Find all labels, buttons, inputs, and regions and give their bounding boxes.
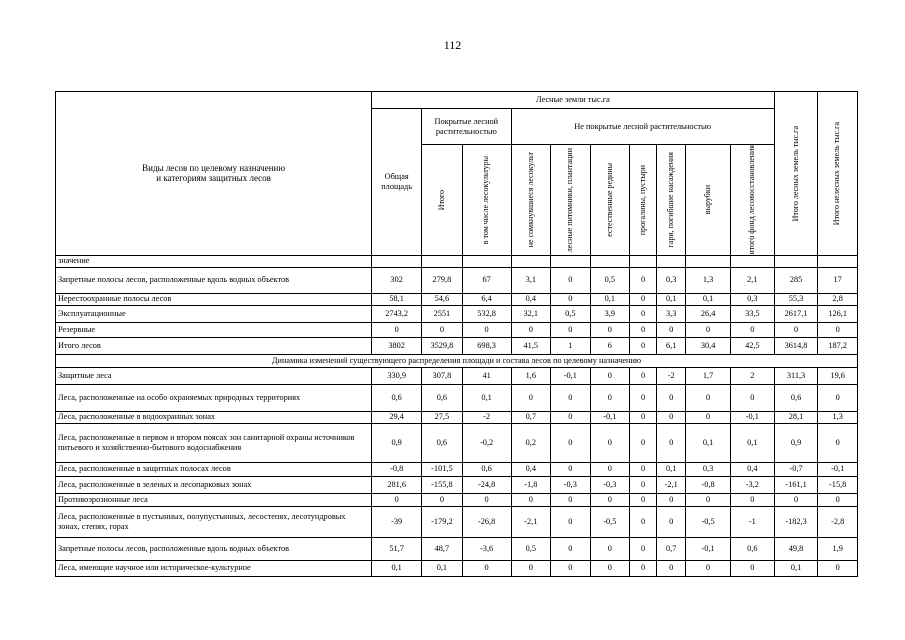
table-cell: 0	[657, 423, 686, 462]
table-cell: 0	[462, 560, 511, 576]
table-cell: 698,3	[462, 337, 511, 354]
not-covered-subheader	[630, 145, 657, 256]
table-cell: 42,5	[730, 337, 774, 354]
row-label: Резервные	[56, 322, 372, 337]
table-cell: 41	[462, 367, 511, 384]
table-row	[56, 493, 858, 506]
section-title: Динамика изменений существующего распределения площади и состава лесов по целевому назначению	[56, 354, 858, 367]
row-label: Леса, имеющие научное или историческое-культурное	[56, 560, 372, 576]
table-cell: 0,7	[657, 537, 686, 560]
table-cell	[686, 255, 731, 267]
table-cell	[372, 255, 422, 267]
table-cell	[422, 255, 463, 267]
table-cell: 0,2	[511, 423, 551, 462]
table-cell: 0,4	[511, 293, 551, 305]
table-cell: -0,5	[686, 506, 731, 537]
not-covered-subheader	[686, 145, 731, 256]
table-cell: 0,4	[730, 462, 774, 476]
table-cell: 0	[730, 560, 774, 576]
table-cell: 0	[657, 493, 686, 506]
table-cell: 0,5	[551, 305, 591, 322]
table-cell: 0,6	[422, 384, 463, 411]
covered-subheader	[462, 145, 511, 256]
table-cell: 0	[590, 537, 630, 560]
table-cell: 0	[630, 322, 657, 337]
table-cell: 0	[686, 322, 731, 337]
table-cell: 0,1	[657, 462, 686, 476]
table-cell: 0	[657, 384, 686, 411]
not-covered-subheader	[730, 145, 774, 256]
table-cell	[551, 255, 591, 267]
table-cell: -39	[372, 506, 422, 537]
table-cell: -0,7	[774, 462, 818, 476]
table-cell: 67	[462, 267, 511, 293]
table-cell: 0	[630, 462, 657, 476]
table-cell: -0,8	[686, 476, 731, 493]
not-covered-subheader	[657, 145, 686, 256]
table-cell: 532,8	[462, 305, 511, 322]
table-cell: 1	[551, 337, 591, 354]
table-cell: 0,9	[774, 423, 818, 462]
table-cell: 2,8	[818, 293, 858, 305]
table-cell: 0,1	[422, 560, 463, 576]
table-cell: 0	[630, 423, 657, 462]
row-label: Леса, расположенные в первом и втором поясах зон санитарной охраны источников питьевого и хозяйственно-бытового водоснабжения	[56, 423, 372, 462]
row-label: Эксплуатационные	[56, 305, 372, 322]
table-cell: -26,8	[462, 506, 511, 537]
table-cell: 0	[818, 423, 858, 462]
table-cell: 0	[551, 322, 591, 337]
table-cell: 1,3	[818, 411, 858, 423]
forest-distribution-table	[55, 91, 858, 577]
table-cell: -0,1	[730, 411, 774, 423]
subheader-text: Итого	[436, 189, 446, 210]
table-cell: 0	[686, 560, 731, 576]
table-cell	[511, 255, 551, 267]
table-cell: 0	[730, 384, 774, 411]
table-cell: -1	[730, 506, 774, 537]
table-cell: 0,1	[372, 560, 422, 576]
table-cell: 0	[551, 411, 591, 423]
total-forest-header	[774, 92, 818, 256]
table-cell: -3,6	[462, 537, 511, 560]
table-cell: 126,1	[818, 305, 858, 322]
table-cell: 3529,8	[422, 337, 463, 354]
table-cell: 0	[551, 384, 591, 411]
subheader-text: в том числе лесокультуры	[481, 155, 491, 244]
table-cell: 58,1	[372, 293, 422, 305]
table-cell	[462, 255, 511, 267]
table-cell: 0,1	[657, 293, 686, 305]
table-cell: 3,3	[657, 305, 686, 322]
table-cell: 19,6	[818, 367, 858, 384]
table-cell: -0,3	[590, 476, 630, 493]
table-cell: 0	[511, 493, 551, 506]
table-cell: 0	[630, 267, 657, 293]
page-number: 112	[443, 38, 462, 52]
table-cell: 6,4	[462, 293, 511, 305]
table-cell: 2617,1	[774, 305, 818, 322]
table-cell: 3614,8	[774, 337, 818, 354]
table-cell: 54,6	[422, 293, 463, 305]
table-cell: 0,6	[422, 423, 463, 462]
row-label: значение	[56, 255, 372, 267]
table-cell: -1,8	[511, 476, 551, 493]
table-header	[56, 92, 858, 256]
table-cell: 0	[551, 293, 591, 305]
row-label: Итого лесов	[56, 337, 372, 354]
table-cell: 0,6	[372, 384, 422, 411]
table-cell: 0	[818, 493, 858, 506]
table-cell: 0	[462, 322, 511, 337]
table-cell: -179,2	[422, 506, 463, 537]
table-cell: -2,8	[818, 506, 858, 537]
table-body-bottom	[56, 367, 858, 576]
table-cell: 0	[372, 493, 422, 506]
not-covered-subheader	[590, 145, 630, 256]
table-cell: 0,1	[730, 423, 774, 462]
subheader-text: вырубки	[702, 185, 712, 215]
table-cell: 0	[462, 493, 511, 506]
subheader-text: гари, погибшие насаждения	[665, 152, 675, 248]
table-cell: 0	[590, 493, 630, 506]
table-cell	[774, 255, 818, 267]
table-row	[56, 506, 858, 537]
table-cell: -0,1	[551, 367, 591, 384]
not-covered-header: Не покрытые лесной растительностью	[511, 109, 774, 145]
table-cell: 3802	[372, 337, 422, 354]
table-cell: 285	[774, 267, 818, 293]
table-row	[56, 476, 858, 493]
table-cell: 0,5	[511, 537, 551, 560]
table-cell: -101,5	[422, 462, 463, 476]
table-cell: -2	[462, 411, 511, 423]
row-label: Леса, расположенные на особо охраняемых природных территориях	[56, 384, 372, 411]
table-cell: 0,9	[372, 423, 422, 462]
subheader-text: итого фонд лесовосстановления	[747, 145, 757, 255]
table-cell: 0	[551, 506, 591, 537]
table-cell: 0	[630, 367, 657, 384]
table-cell: 0	[774, 322, 818, 337]
table-cell: 0	[551, 560, 591, 576]
total-nonforest-header	[818, 92, 858, 256]
subheader-text: не сомкнувшиеся лесокульт	[525, 152, 535, 248]
table-row	[56, 322, 858, 337]
table-cell: 0,3	[686, 462, 731, 476]
table-cell: 0	[590, 423, 630, 462]
table-cell: -3,2	[730, 476, 774, 493]
table-cell: 2743,2	[372, 305, 422, 322]
total-area-header: Общая площадь	[372, 109, 422, 256]
table-cell: 0	[590, 367, 630, 384]
table-cell: 6,1	[657, 337, 686, 354]
table-cell: 0	[686, 384, 731, 411]
table-cell: 29,4	[372, 411, 422, 423]
table-cell: 0	[818, 560, 858, 576]
table-cell: -2,1	[511, 506, 551, 537]
table-cell: 0	[818, 322, 858, 337]
table-cell: 0	[630, 493, 657, 506]
table-cell: 1,7	[686, 367, 731, 384]
table-cell: -0,1	[686, 537, 731, 560]
table-cell: 55,3	[774, 293, 818, 305]
table-cell: 3,9	[590, 305, 630, 322]
table-cell: -0,1	[818, 462, 858, 476]
table-cell	[657, 255, 686, 267]
table-cell	[818, 255, 858, 267]
table-cell: 0	[551, 537, 591, 560]
table-cell: 0	[686, 493, 731, 506]
table-row	[56, 537, 858, 560]
table-cell: 26,4	[686, 305, 731, 322]
table-cell: 311,3	[774, 367, 818, 384]
table-cell: 0,1	[462, 384, 511, 411]
table-cell: 0	[372, 322, 422, 337]
table-cell: -155,8	[422, 476, 463, 493]
table-cell: 0	[630, 305, 657, 322]
table-row	[56, 305, 858, 322]
table-cell: 0	[590, 322, 630, 337]
table-cell: 17	[818, 267, 858, 293]
table-row	[56, 255, 858, 267]
table-cell: 307,8	[422, 367, 463, 384]
not-covered-subheader	[511, 145, 551, 256]
table-cell: 0,6	[730, 537, 774, 560]
section-divider	[56, 354, 858, 367]
table-cell: 0,4	[511, 462, 551, 476]
table-cell: 0,3	[730, 293, 774, 305]
table-row	[56, 337, 858, 354]
table-cell: -0,5	[590, 506, 630, 537]
row-label: Леса, расположенные в водоохранных зонах	[56, 411, 372, 423]
table-cell	[730, 255, 774, 267]
table-cell: 51,7	[372, 537, 422, 560]
table-cell	[590, 255, 630, 267]
table-cell: 6	[590, 337, 630, 354]
table-cell: 0	[511, 560, 551, 576]
table-cell: 0	[630, 476, 657, 493]
table-cell: 0,1	[686, 423, 731, 462]
table-cell: 302	[372, 267, 422, 293]
table-cell: 0,1	[686, 293, 731, 305]
table-cell: 0	[657, 411, 686, 423]
table-row	[56, 384, 858, 411]
subheader-text: прогалины, пустыри	[637, 164, 647, 235]
table-cell: 0	[551, 423, 591, 462]
table-cell: 0	[630, 537, 657, 560]
table-cell: 32,1	[511, 305, 551, 322]
table-cell: 0,3	[657, 267, 686, 293]
table-cell	[630, 255, 657, 267]
row-label: Леса, расположенные в зеленых и лесопарковых зонах	[56, 476, 372, 493]
table-cell: 0	[551, 462, 591, 476]
table-cell: 0	[630, 411, 657, 423]
table-cell: 1,6	[511, 367, 551, 384]
table-cell: -161,1	[774, 476, 818, 493]
row-category-header-text: Виды лесов по целевому назначению и категориям защитных лесов	[142, 162, 286, 184]
row-label: Леса, расположенные в защитных полосах лесов	[56, 462, 372, 476]
table-cell: 0	[511, 384, 551, 411]
table-row	[56, 293, 858, 305]
row-label: Запретные полосы лесов, расположенные вдоль водных объектов	[56, 267, 372, 293]
table-cell: 41,5	[511, 337, 551, 354]
table-body-top	[56, 255, 858, 354]
table-cell: 0	[422, 322, 463, 337]
total-forest-header-text: Итого лесных земель тыс.га	[790, 125, 800, 221]
not-covered-subheader	[551, 145, 591, 256]
table-cell: 0,6	[462, 462, 511, 476]
table-cell: 0	[630, 506, 657, 537]
table-cell: 49,8	[774, 537, 818, 560]
table-cell: 0	[686, 411, 731, 423]
table-cell: 2	[730, 367, 774, 384]
table-cell: -0,2	[462, 423, 511, 462]
table-row	[56, 423, 858, 462]
table-cell: -2,1	[657, 476, 686, 493]
table-cell: 0	[630, 560, 657, 576]
table-cell: -0,3	[551, 476, 591, 493]
table-cell: 0	[818, 384, 858, 411]
table-cell: 27,5	[422, 411, 463, 423]
table-row	[56, 367, 858, 384]
forest-lands-header: Лесные земли тыс.га	[372, 92, 775, 109]
table-cell: 281,6	[372, 476, 422, 493]
table-cell: -24,8	[462, 476, 511, 493]
table-cell: 2551	[422, 305, 463, 322]
covered-header: Покрытые лесной растительностью	[422, 109, 511, 145]
table-cell: 0,1	[774, 560, 818, 576]
table-cell: 187,2	[818, 337, 858, 354]
table-cell: 2,1	[730, 267, 774, 293]
table-cell: -0,1	[590, 411, 630, 423]
total-nonforest-header-text: Итого нелесных земель тыс.га	[832, 121, 842, 225]
table-row	[56, 462, 858, 476]
subheader-text: естественные редины	[604, 162, 614, 237]
table-cell: -2	[657, 367, 686, 384]
table-cell: 30,4	[686, 337, 731, 354]
table-cell: 0,5	[590, 267, 630, 293]
row-label: Нерестоохранные полосы лесов	[56, 293, 372, 305]
table-cell: 0	[730, 493, 774, 506]
table-cell: 0,7	[511, 411, 551, 423]
table-cell: 279,8	[422, 267, 463, 293]
table-row	[56, 411, 858, 423]
table-cell: 48,7	[422, 537, 463, 560]
table-cell: 0	[657, 560, 686, 576]
table-cell: 0	[630, 337, 657, 354]
table-cell: 0	[590, 462, 630, 476]
table-cell: -0,8	[372, 462, 422, 476]
table-cell: 0	[551, 493, 591, 506]
table-cell: 28,1	[774, 411, 818, 423]
table-row	[56, 267, 858, 293]
table-cell: 1,9	[818, 537, 858, 560]
table-cell: 0	[657, 322, 686, 337]
row-label: Защитные леса	[56, 367, 372, 384]
table-cell: 0	[590, 384, 630, 411]
row-category-header	[56, 92, 372, 256]
table-cell: 0	[551, 267, 591, 293]
row-label: Запретные полосы лесов, расположенные вдоль водных объектов	[56, 537, 372, 560]
table-cell: 0	[630, 384, 657, 411]
table-cell: 1,3	[686, 267, 731, 293]
subheader-text: лесные питомники, плантации	[565, 147, 575, 252]
table-cell: -15,8	[818, 476, 858, 493]
table-cell: 0	[630, 293, 657, 305]
table-cell: 0	[590, 560, 630, 576]
table-cell: 0	[511, 322, 551, 337]
table-cell: 0,6	[774, 384, 818, 411]
table-cell: 3,1	[511, 267, 551, 293]
table-cell: 330,9	[372, 367, 422, 384]
table-cell: -182,3	[774, 506, 818, 537]
row-label: Противоэрозионные леса	[56, 493, 372, 506]
table-cell: 0	[422, 493, 463, 506]
table-cell: 0,1	[590, 293, 630, 305]
row-label: Леса, расположенные в пустынных, полупустынных, лесостепях, лесотундровых зонах, степях, горах	[56, 506, 372, 537]
covered-subheader	[422, 145, 463, 256]
table-cell: 0	[774, 493, 818, 506]
table-row	[56, 560, 858, 576]
table-cell: 33,5	[730, 305, 774, 322]
table-cell: 0	[730, 322, 774, 337]
table-cell: 0	[657, 506, 686, 537]
